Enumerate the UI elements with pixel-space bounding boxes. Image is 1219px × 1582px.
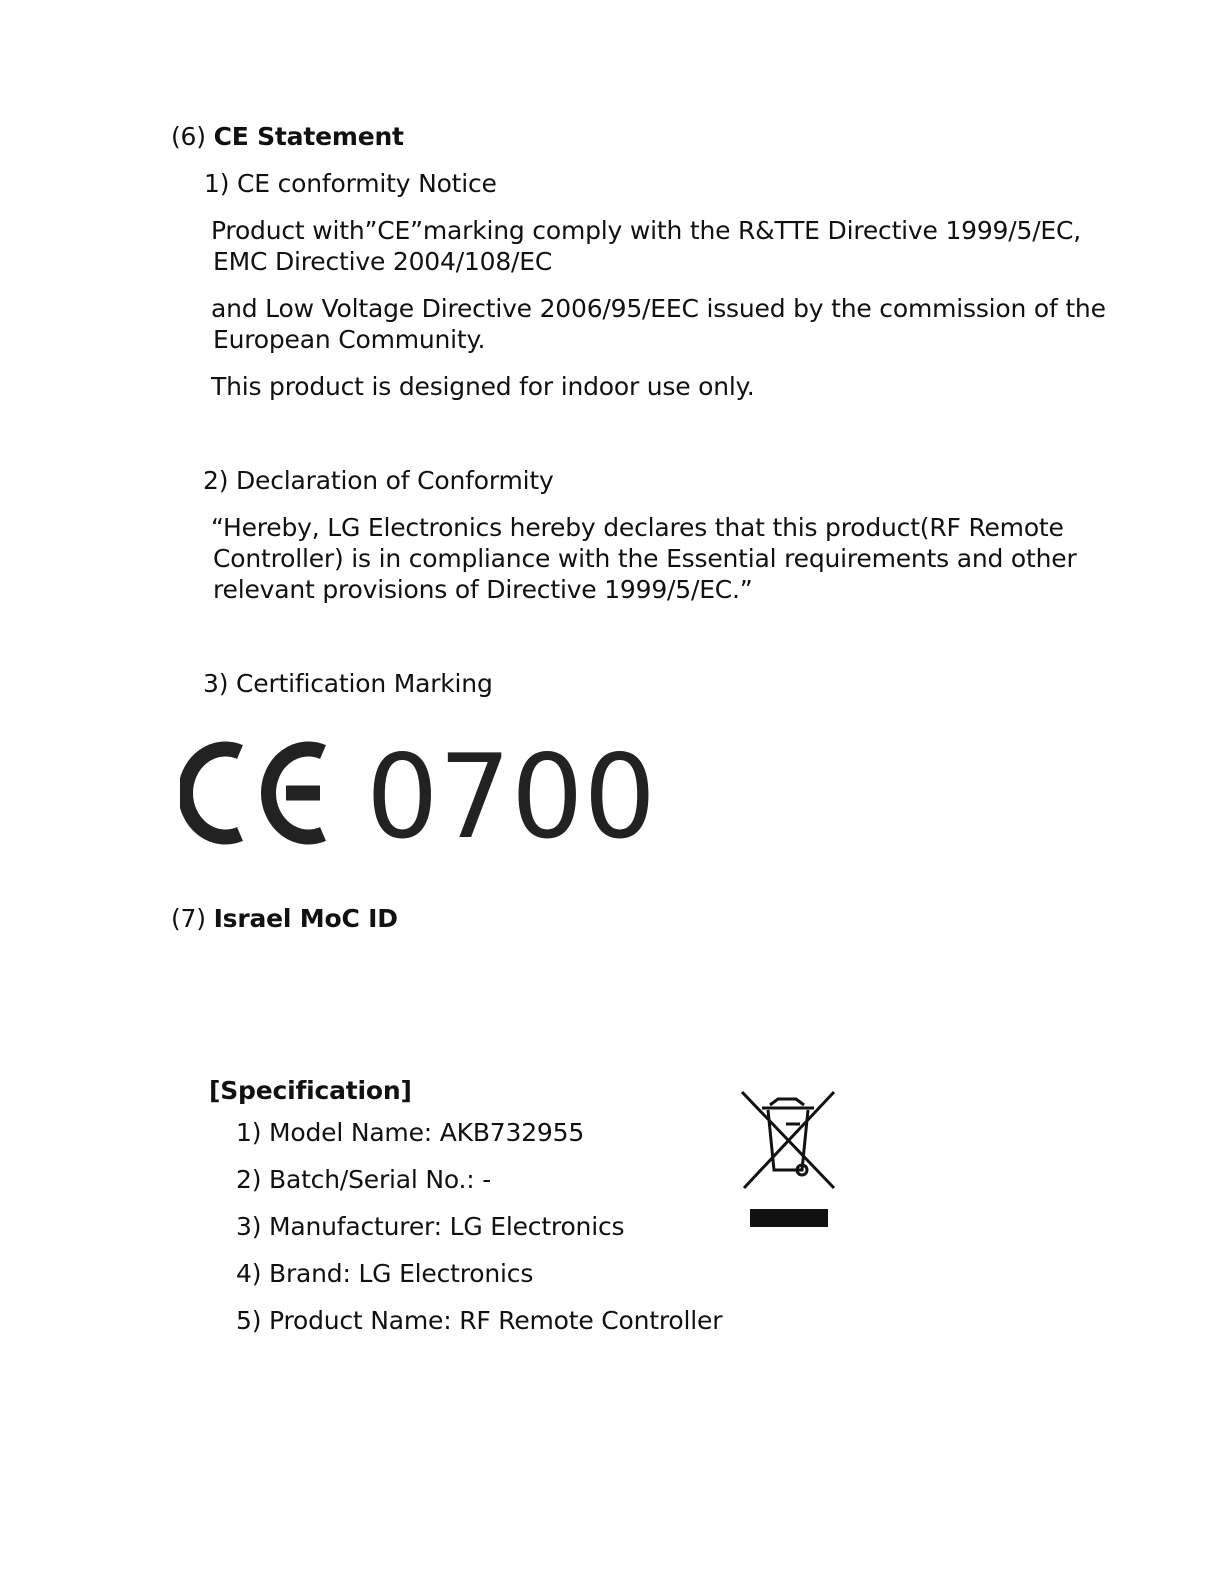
israel-section-heading — [171, 903, 398, 934]
declaration-line-3: relevant provisions of Directive 1999/5/EC.” — [213, 575, 753, 604]
spec-item-brand: 4) Brand: LG Electronics — [236, 1259, 534, 1288]
ce-conformity-line-4: European Community. — [213, 325, 486, 354]
spec-item-batch-serial: 2) Batch/Serial No.: - — [236, 1165, 492, 1194]
spec-item-manufacturer: 3) Manufacturer: LG Electronics — [236, 1212, 625, 1241]
ce-mark-icon — [180, 735, 660, 850]
ce-conformity-line-2: EMC Directive 2004/108/EC — [213, 247, 553, 276]
ce-section-heading — [171, 121, 404, 152]
spec-item-model-name: 1) Model Name: AKB732955 — [236, 1118, 585, 1147]
weee-crossed-bin-icon — [738, 1088, 838, 1233]
ce-section-number: (6) — [171, 122, 206, 151]
notified-body-number: 0700 — [366, 735, 656, 850]
ce-conformity-line-5: This product is designed for indoor use only. — [211, 372, 755, 401]
specification-heading: [Specification] — [209, 1076, 412, 1105]
declaration-heading: 2) Declaration of Conformity — [203, 466, 554, 495]
israel-section-number: (7) — [171, 904, 206, 933]
declaration-line-1: “Hereby, LG Electronics hereby declares that this product(RF Remote — [211, 513, 1064, 542]
ce-conformity-heading: 1) CE conformity Notice — [204, 169, 497, 198]
spec-item-product-name: 5) Product Name: RF Remote Controller — [236, 1306, 723, 1335]
ce-conformity-line-3: and Low Voltage Directive 2006/95/EEC issued by the commission of the — [211, 294, 1106, 323]
declaration-line-2: Controller) is in compliance with the Essential requirements and other — [213, 544, 1077, 573]
ce-section-title: CE Statement — [213, 122, 404, 151]
israel-section-title: Israel MoC ID — [213, 904, 398, 933]
ce-conformity-line-1: Product with”CE”marking comply with the R&TTE Directive 1999/5/EC, — [211, 216, 1082, 245]
certification-marking-heading: 3) Certification Marking — [203, 669, 493, 698]
